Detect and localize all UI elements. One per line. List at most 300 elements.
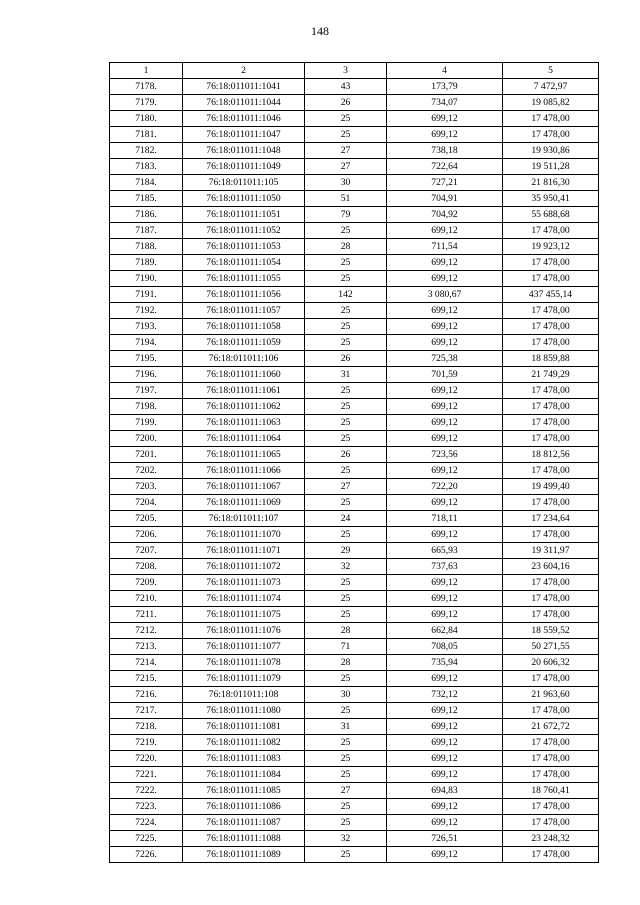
unit-value-cell: 711,54	[387, 239, 503, 255]
total-value-cell: 17 478,00	[503, 799, 599, 815]
table-row	[110, 815, 599, 831]
total-value-cell: 17 478,00	[503, 111, 599, 127]
quantity-cell: 26	[305, 447, 387, 463]
quantity-cell: 32	[305, 831, 387, 847]
cadastral-value-table	[109, 62, 599, 863]
row-number-cell: 7200.	[110, 431, 183, 447]
quantity-cell: 25	[305, 735, 387, 751]
total-value-cell: 17 478,00	[503, 303, 599, 319]
cadastral-number-cell: 76:18:011011:1089	[183, 847, 305, 863]
quantity-cell: 51	[305, 191, 387, 207]
quantity-cell: 30	[305, 175, 387, 191]
total-value-cell: 17 478,00	[503, 431, 599, 447]
cadastral-number-cell: 76:18:011011:108	[183, 687, 305, 703]
table-row	[110, 799, 599, 815]
quantity-cell: 31	[305, 367, 387, 383]
unit-value-cell: 699,12	[387, 751, 503, 767]
cadastral-number-cell: 76:18:011011:1052	[183, 223, 305, 239]
table-row	[110, 335, 599, 351]
unit-value-cell: 699,12	[387, 463, 503, 479]
row-number-cell: 7182.	[110, 143, 183, 159]
table-row	[110, 847, 599, 863]
total-value-cell: 19 930,86	[503, 143, 599, 159]
total-value-cell: 17 478,00	[503, 591, 599, 607]
row-number-cell: 7184.	[110, 175, 183, 191]
row-number-cell: 7226.	[110, 847, 183, 863]
total-value-cell: 21 816,30	[503, 175, 599, 191]
row-number-cell: 7179.	[110, 95, 183, 111]
row-number-cell: 7194.	[110, 335, 183, 351]
table-row	[110, 511, 599, 527]
cadastral-number-cell: 76:18:011011:1081	[183, 719, 305, 735]
unit-value-cell: 699,12	[387, 735, 503, 751]
unit-value-cell: 699,12	[387, 527, 503, 543]
table-row	[110, 175, 599, 191]
total-value-cell: 17 478,00	[503, 127, 599, 143]
cadastral-number-cell: 76:18:011011:1048	[183, 143, 305, 159]
row-number-cell: 7178.	[110, 79, 183, 95]
unit-value-cell: 734,07	[387, 95, 503, 111]
cadastral-number-cell: 76:18:011011:1066	[183, 463, 305, 479]
total-value-cell: 17 478,00	[503, 575, 599, 591]
table-row	[110, 431, 599, 447]
row-number-cell: 7219.	[110, 735, 183, 751]
total-value-cell: 17 478,00	[503, 271, 599, 287]
table-row	[110, 575, 599, 591]
table-row	[110, 143, 599, 159]
total-value-cell: 17 234,64	[503, 511, 599, 527]
total-value-cell: 18 812,56	[503, 447, 599, 463]
table-row	[110, 447, 599, 463]
cadastral-number-cell: 76:18:011011:1077	[183, 639, 305, 655]
unit-value-cell: 727,21	[387, 175, 503, 191]
total-value-cell: 18 760,41	[503, 783, 599, 799]
table-row	[110, 831, 599, 847]
total-value-cell: 17 478,00	[503, 383, 599, 399]
quantity-cell: 25	[305, 751, 387, 767]
row-number-cell: 7225.	[110, 831, 183, 847]
column-header-4: 4	[387, 63, 503, 79]
unit-value-cell: 694,83	[387, 783, 503, 799]
cadastral-number-cell: 76:18:011011:1083	[183, 751, 305, 767]
table-row	[110, 543, 599, 559]
cadastral-number-cell: 76:18:011011:1044	[183, 95, 305, 111]
row-number-cell: 7190.	[110, 271, 183, 287]
unit-value-cell: 699,12	[387, 127, 503, 143]
unit-value-cell: 699,12	[387, 671, 503, 687]
cadastral-number-cell: 76:18:011011:1087	[183, 815, 305, 831]
quantity-cell: 28	[305, 623, 387, 639]
table-row	[110, 415, 599, 431]
unit-value-cell: 699,12	[387, 431, 503, 447]
row-number-cell: 7212.	[110, 623, 183, 639]
row-number-cell: 7202.	[110, 463, 183, 479]
quantity-cell: 43	[305, 79, 387, 95]
total-value-cell: 17 478,00	[503, 703, 599, 719]
table-row	[110, 671, 599, 687]
table-row	[110, 527, 599, 543]
row-number-cell: 7218.	[110, 719, 183, 735]
cadastral-number-cell: 76:18:011011:1053	[183, 239, 305, 255]
total-value-cell: 23 248,32	[503, 831, 599, 847]
table-row	[110, 479, 599, 495]
unit-value-cell: 3 080,67	[387, 287, 503, 303]
cadastral-number-cell: 76:18:011011:1079	[183, 671, 305, 687]
table-row	[110, 191, 599, 207]
unit-value-cell: 699,12	[387, 591, 503, 607]
total-value-cell: 19 923,12	[503, 239, 599, 255]
table-row	[110, 783, 599, 799]
total-value-cell: 20 606,32	[503, 655, 599, 671]
cadastral-number-cell: 76:18:011011:106	[183, 351, 305, 367]
unit-value-cell: 718,11	[387, 511, 503, 527]
table-row	[110, 495, 599, 511]
row-number-cell: 7217.	[110, 703, 183, 719]
total-value-cell: 18 859,88	[503, 351, 599, 367]
row-number-cell: 7203.	[110, 479, 183, 495]
row-number-cell: 7185.	[110, 191, 183, 207]
row-number-cell: 7189.	[110, 255, 183, 271]
quantity-cell: 25	[305, 575, 387, 591]
table-row	[110, 207, 599, 223]
unit-value-cell: 699,12	[387, 303, 503, 319]
table-row	[110, 703, 599, 719]
unit-value-cell: 699,12	[387, 495, 503, 511]
row-number-cell: 7196.	[110, 367, 183, 383]
quantity-cell: 25	[305, 463, 387, 479]
total-value-cell: 21 672,72	[503, 719, 599, 735]
column-header-2: 2	[183, 63, 305, 79]
table-row	[110, 255, 599, 271]
table-row	[110, 559, 599, 575]
table-row	[110, 239, 599, 255]
row-number-cell: 7188.	[110, 239, 183, 255]
table-header	[110, 63, 599, 79]
row-number-cell: 7204.	[110, 495, 183, 511]
quantity-cell: 30	[305, 687, 387, 703]
unit-value-cell: 704,92	[387, 207, 503, 223]
quantity-cell: 25	[305, 527, 387, 543]
quantity-cell: 25	[305, 847, 387, 863]
total-value-cell: 17 478,00	[503, 607, 599, 623]
cadastral-number-cell: 76:18:011011:1047	[183, 127, 305, 143]
table-row	[110, 79, 599, 95]
unit-value-cell: 699,12	[387, 767, 503, 783]
cadastral-number-cell: 76:18:011011:1070	[183, 527, 305, 543]
unit-value-cell: 701,59	[387, 367, 503, 383]
quantity-cell: 25	[305, 303, 387, 319]
unit-value-cell: 732,12	[387, 687, 503, 703]
unit-value-cell: 662,84	[387, 623, 503, 639]
cadastral-number-cell: 76:18:011011:1072	[183, 559, 305, 575]
unit-value-cell: 699,12	[387, 799, 503, 815]
quantity-cell: 24	[305, 511, 387, 527]
table-row	[110, 303, 599, 319]
table-row	[110, 319, 599, 335]
row-number-cell: 7223.	[110, 799, 183, 815]
quantity-cell: 31	[305, 719, 387, 735]
quantity-cell: 26	[305, 351, 387, 367]
unit-value-cell: 699,12	[387, 847, 503, 863]
total-value-cell: 17 478,00	[503, 223, 599, 239]
row-number-cell: 7222.	[110, 783, 183, 799]
table-row	[110, 591, 599, 607]
quantity-cell: 25	[305, 815, 387, 831]
quantity-cell: 25	[305, 607, 387, 623]
quantity-cell: 25	[305, 671, 387, 687]
table-row	[110, 607, 599, 623]
unit-value-cell: 704,91	[387, 191, 503, 207]
quantity-cell: 27	[305, 479, 387, 495]
cadastral-number-cell: 76:18:011011:1055	[183, 271, 305, 287]
unit-value-cell: 738,18	[387, 143, 503, 159]
unit-value-cell: 737,63	[387, 559, 503, 575]
unit-value-cell: 708,05	[387, 639, 503, 655]
table-row	[110, 223, 599, 239]
row-number-cell: 7198.	[110, 399, 183, 415]
quantity-cell: 25	[305, 383, 387, 399]
quantity-cell: 26	[305, 95, 387, 111]
unit-value-cell: 699,12	[387, 399, 503, 415]
table-row	[110, 287, 599, 303]
table-row	[110, 655, 599, 671]
row-number-cell: 7216.	[110, 687, 183, 703]
total-value-cell: 23 604,16	[503, 559, 599, 575]
cadastral-number-cell: 76:18:011011:1056	[183, 287, 305, 303]
quantity-cell: 79	[305, 207, 387, 223]
total-value-cell: 21 749,29	[503, 367, 599, 383]
cadastral-number-cell: 76:18:011011:1058	[183, 319, 305, 335]
row-number-cell: 7220.	[110, 751, 183, 767]
total-value-cell: 17 478,00	[503, 767, 599, 783]
row-number-cell: 7215.	[110, 671, 183, 687]
quantity-cell: 25	[305, 255, 387, 271]
quantity-cell: 27	[305, 143, 387, 159]
table-row	[110, 95, 599, 111]
quantity-cell: 25	[305, 799, 387, 815]
table-row	[110, 351, 599, 367]
cadastral-number-cell: 76:18:011011:1059	[183, 335, 305, 351]
row-number-cell: 7207.	[110, 543, 183, 559]
total-value-cell: 17 478,00	[503, 751, 599, 767]
table-body	[110, 79, 599, 863]
row-number-cell: 7205.	[110, 511, 183, 527]
unit-value-cell: 699,12	[387, 415, 503, 431]
row-number-cell: 7210.	[110, 591, 183, 607]
unit-value-cell: 699,12	[387, 255, 503, 271]
header-row	[110, 63, 599, 79]
table-row	[110, 271, 599, 287]
cadastral-number-cell: 76:18:011011:1051	[183, 207, 305, 223]
cadastral-number-cell: 76:18:011011:1088	[183, 831, 305, 847]
unit-value-cell: 699,12	[387, 319, 503, 335]
table-row	[110, 383, 599, 399]
total-value-cell: 19 085,82	[503, 95, 599, 111]
total-value-cell: 18 559,52	[503, 623, 599, 639]
cadastral-number-cell: 76:18:011011:1054	[183, 255, 305, 271]
unit-value-cell: 722,64	[387, 159, 503, 175]
unit-value-cell: 699,12	[387, 703, 503, 719]
cadastral-number-cell: 76:18:011011:1060	[183, 367, 305, 383]
quantity-cell: 28	[305, 655, 387, 671]
unit-value-cell: 723,56	[387, 447, 503, 463]
column-header-1: 1	[110, 63, 183, 79]
total-value-cell: 21 963,60	[503, 687, 599, 703]
quantity-cell: 25	[305, 127, 387, 143]
row-number-cell: 7221.	[110, 767, 183, 783]
total-value-cell: 437 455,14	[503, 287, 599, 303]
table-row	[110, 127, 599, 143]
cadastral-number-cell: 76:18:011011:1074	[183, 591, 305, 607]
quantity-cell: 25	[305, 271, 387, 287]
cadastral-number-cell: 76:18:011011:1061	[183, 383, 305, 399]
total-value-cell: 17 478,00	[503, 735, 599, 751]
cadastral-number-cell: 76:18:011011:1049	[183, 159, 305, 175]
quantity-cell: 25	[305, 767, 387, 783]
cadastral-number-cell: 76:18:011011:1046	[183, 111, 305, 127]
row-number-cell: 7197.	[110, 383, 183, 399]
row-number-cell: 7206.	[110, 527, 183, 543]
total-value-cell: 17 478,00	[503, 415, 599, 431]
cadastral-number-cell: 76:18:011011:1062	[183, 399, 305, 415]
cadastral-number-cell: 76:18:011011:1084	[183, 767, 305, 783]
quantity-cell: 25	[305, 335, 387, 351]
row-number-cell: 7193.	[110, 319, 183, 335]
unit-value-cell: 726,51	[387, 831, 503, 847]
total-value-cell: 17 478,00	[503, 399, 599, 415]
row-number-cell: 7181.	[110, 127, 183, 143]
unit-value-cell: 699,12	[387, 719, 503, 735]
cadastral-number-cell: 76:18:011011:1063	[183, 415, 305, 431]
total-value-cell: 17 478,00	[503, 847, 599, 863]
quantity-cell: 25	[305, 111, 387, 127]
quantity-cell: 29	[305, 543, 387, 559]
quantity-cell: 28	[305, 239, 387, 255]
total-value-cell: 17 478,00	[503, 495, 599, 511]
unit-value-cell: 699,12	[387, 383, 503, 399]
total-value-cell: 19 499,40	[503, 479, 599, 495]
cadastral-number-cell: 76:18:011011:1076	[183, 623, 305, 639]
cadastral-number-cell: 76:18:011011:107	[183, 511, 305, 527]
table-row	[110, 687, 599, 703]
unit-value-cell: 699,12	[387, 111, 503, 127]
cadastral-number-cell: 76:18:011011:1078	[183, 655, 305, 671]
row-number-cell: 7191.	[110, 287, 183, 303]
row-number-cell: 7213.	[110, 639, 183, 655]
cadastral-number-cell: 76:18:011011:1069	[183, 495, 305, 511]
column-header-5: 5	[503, 63, 599, 79]
cadastral-number-cell: 76:18:011011:1067	[183, 479, 305, 495]
quantity-cell: 142	[305, 287, 387, 303]
row-number-cell: 7192.	[110, 303, 183, 319]
quantity-cell: 25	[305, 431, 387, 447]
column-header-3: 3	[305, 63, 387, 79]
table-row	[110, 751, 599, 767]
total-value-cell: 35 950,41	[503, 191, 599, 207]
cadastral-number-cell: 76:18:011011:1080	[183, 703, 305, 719]
cadastral-number-cell: 76:18:011011:105	[183, 175, 305, 191]
table-row	[110, 623, 599, 639]
quantity-cell: 25	[305, 399, 387, 415]
row-number-cell: 7214.	[110, 655, 183, 671]
unit-value-cell: 699,12	[387, 223, 503, 239]
unit-value-cell: 699,12	[387, 335, 503, 351]
cadastral-number-cell: 76:18:011011:1086	[183, 799, 305, 815]
total-value-cell: 17 478,00	[503, 815, 599, 831]
total-value-cell: 50 271,55	[503, 639, 599, 655]
unit-value-cell: 725,38	[387, 351, 503, 367]
total-value-cell: 7 472,97	[503, 79, 599, 95]
unit-value-cell: 665,93	[387, 543, 503, 559]
unit-value-cell: 173,79	[387, 79, 503, 95]
quantity-cell: 25	[305, 319, 387, 335]
cadastral-number-cell: 76:18:011011:1082	[183, 735, 305, 751]
page-number: 148	[311, 24, 329, 38]
row-number-cell: 7209.	[110, 575, 183, 591]
total-value-cell: 17 478,00	[503, 463, 599, 479]
cadastral-number-cell: 76:18:011011:1085	[183, 783, 305, 799]
table-row	[110, 639, 599, 655]
row-number-cell: 7183.	[110, 159, 183, 175]
quantity-cell: 25	[305, 495, 387, 511]
quantity-cell: 25	[305, 223, 387, 239]
total-value-cell: 19 511,28	[503, 159, 599, 175]
quantity-cell: 25	[305, 703, 387, 719]
table-row	[110, 767, 599, 783]
cadastral-number-cell: 76:18:011011:1041	[183, 79, 305, 95]
quantity-cell: 27	[305, 783, 387, 799]
unit-value-cell: 699,12	[387, 607, 503, 623]
unit-value-cell: 699,12	[387, 271, 503, 287]
quantity-cell: 27	[305, 159, 387, 175]
unit-value-cell: 722,20	[387, 479, 503, 495]
table-row	[110, 111, 599, 127]
row-number-cell: 7186.	[110, 207, 183, 223]
cadastral-number-cell: 76:18:011011:1065	[183, 447, 305, 463]
cadastral-number-cell: 76:18:011011:1064	[183, 431, 305, 447]
row-number-cell: 7195.	[110, 351, 183, 367]
table-row	[110, 399, 599, 415]
total-value-cell: 17 478,00	[503, 671, 599, 687]
quantity-cell: 32	[305, 559, 387, 575]
table-row	[110, 719, 599, 735]
cadastral-number-cell: 76:18:011011:1075	[183, 607, 305, 623]
table-row	[110, 367, 599, 383]
total-value-cell: 17 478,00	[503, 335, 599, 351]
total-value-cell: 17 478,00	[503, 319, 599, 335]
table-row	[110, 159, 599, 175]
total-value-cell: 17 478,00	[503, 255, 599, 271]
row-number-cell: 7199.	[110, 415, 183, 431]
total-value-cell: 17 478,00	[503, 527, 599, 543]
total-value-cell: 55 688,68	[503, 207, 599, 223]
cadastral-number-cell: 76:18:011011:1057	[183, 303, 305, 319]
cadastral-number-cell: 76:18:011011:1073	[183, 575, 305, 591]
cadastral-number-cell: 76:18:011011:1071	[183, 543, 305, 559]
table-row	[110, 463, 599, 479]
row-number-cell: 7180.	[110, 111, 183, 127]
quantity-cell: 71	[305, 639, 387, 655]
unit-value-cell: 735,94	[387, 655, 503, 671]
row-number-cell: 7187.	[110, 223, 183, 239]
unit-value-cell: 699,12	[387, 815, 503, 831]
row-number-cell: 7201.	[110, 447, 183, 463]
row-number-cell: 7211.	[110, 607, 183, 623]
quantity-cell: 25	[305, 415, 387, 431]
unit-value-cell: 699,12	[387, 575, 503, 591]
cadastral-number-cell: 76:18:011011:1050	[183, 191, 305, 207]
row-number-cell: 7224.	[110, 815, 183, 831]
